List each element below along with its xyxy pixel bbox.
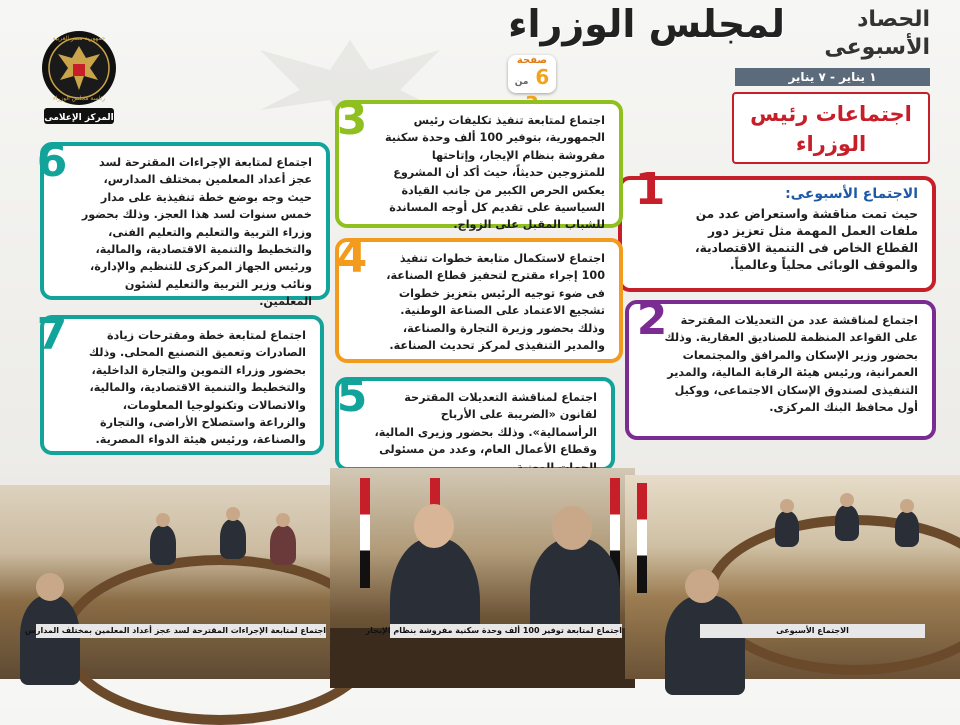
page-separator: من: [514, 77, 529, 87]
header-title-line-1: الحصاد: [857, 7, 930, 32]
card-5-text: اجتماع لمناقشة التعديلات المقترحة لقانون «الضريبة على الأرباح الرأسمالية». وذلك بحضور وزيرى المالية، وقطاع الأعمال العام، وعدد من مسئولى: [374, 391, 597, 457]
card-3-number: 3: [336, 94, 368, 145]
card-3: [335, 100, 623, 232]
page-label: صفحة: [516, 55, 548, 66]
card-1-text: حيث تمت مناقشة واستعراض عدد من ملفات العمل المهمة مثل تعزيز دور القطاع الخاص فى التنمية الاقتصادية، والموقف الوبائى محلياً وعالمياً.: [695, 207, 918, 272]
card-7-number: 7: [36, 309, 68, 360]
card-6-number: 6: [36, 136, 68, 187]
card-6-text: اجتماع لمتابعة الإجراءات المقترحة لسد عجز أعداد المعلمين بمختلف المدارس، حيث وجه بوضع خطة تنفيذية على مدار خمس سنوات لسد هذا العجز. وذلك بحضور وزراء التربية والتعليم والتعليم الفنى، والتخطيط والتنمية الاقتصادية، والمالية، ورئيس الجهاز المركزى للتنظيم والإدارة، ونائب وزير التربية والتعليم لشئون المعلمين.: [81, 156, 312, 309]
photo-caption-2: اجتماع لمتابعة توفير 100 ألف وحدة سكنية مفروشة بنظام الإيجار: [390, 624, 622, 638]
card-4-text: اجتماع لاستكمال متابعة خطوات تنفيذ 100 إجراء مقترح لتحفيز قطاع الصناعة، فى ضوء توجيه الرئيس بتعزيز خطوات تشجيع الاعتماد على الصناعة الوطنية. وذلك بحضور وزيرة التجارة والصناعة، والمدير التنفيذى لمركز تحديث الصناعة.: [386, 252, 605, 353]
meeting-photo-housing: [330, 468, 635, 679]
media-center-logo: [40, 28, 118, 128]
meeting-photo-weekly: [625, 475, 960, 679]
card-4-number: 4: [336, 232, 368, 283]
photo-caption-1: اجتماع لمتابعة الإجراءات المقترحة لسد عجز أعداد المعلمين بمختلف المدارس: [36, 624, 326, 638]
logo-top-text: جمهورية مصر العربية: [52, 35, 106, 42]
card-7: [40, 315, 324, 455]
date-range: ١ يناير - ٧ يناير: [735, 68, 930, 86]
meeting-photo-teachers: [0, 485, 330, 679]
page-badge: [508, 55, 556, 93]
header-title-small: [780, 6, 930, 62]
card-2-text: اجتماع لمناقشة عدد من التعديلات المقترحة على القواعد المنظمة للصناديق العقارية. وذلك بحضور وزير الإسكان والمرافق والمجتمعات العمرانية، ورئيس هيئة الرقابة المالية، والمدير التنفيذى لصندوق الإسكان الاجتماعى، ووكيل أول محافظ البنك المركزى.: [664, 314, 918, 415]
card-1-heading: الاجتماع الأسبوعى:: [785, 186, 918, 202]
page-total: 6: [535, 65, 550, 89]
header-title-main: لمجلس الوزراء: [508, 2, 785, 46]
photo-caption-3: الاجتماع الأسبوعى: [700, 624, 925, 638]
header-title-line-2: الأسبوعى: [824, 35, 930, 60]
card-4: [335, 238, 623, 363]
card-5: [335, 377, 615, 471]
card-3-text: اجتماع لمتابعة تنفيذ تكليفات رئيس الجمهورية، بتوفير 100 ألف وحدة سكنية مفروشة بنظام الإيجار، وإتاحتها للمتزوجين حديثاً، حيث أكد أن المشروع يعكس الحرص الكبير من جانب القيادة السياسية على تقديم كل أوجه المساندة للشباب المقبل على الزواج.: [384, 114, 605, 232]
logo-bottom-text: المركز الإعلامى: [44, 113, 114, 123]
logo-middle-text: رئاسة مجلس الوزراء: [52, 95, 106, 102]
section-title: اجتماعات رئيس الوزراء: [732, 92, 930, 164]
card-5-number: 5: [336, 371, 368, 422]
card-6: [40, 142, 330, 309]
card-7-text: اجتماع لمتابعة خطة ومقترحات زيادة الصادرات وتعميق التصنيع المحلى. وذلك بحضور وزراء التموين والتجارة الداخلية، والتخطيط والتنمية الاقتصادية، والمالية، والاتصالات وتكنولوجيا المعلومات، والزراعة واستصلاح الأراضى، والتجارة والصناعة، ورئيس هيئة الدواء المصرية.: [88, 329, 306, 447]
card-2-number: 2: [636, 294, 668, 345]
card-1-number: 1: [634, 164, 666, 215]
